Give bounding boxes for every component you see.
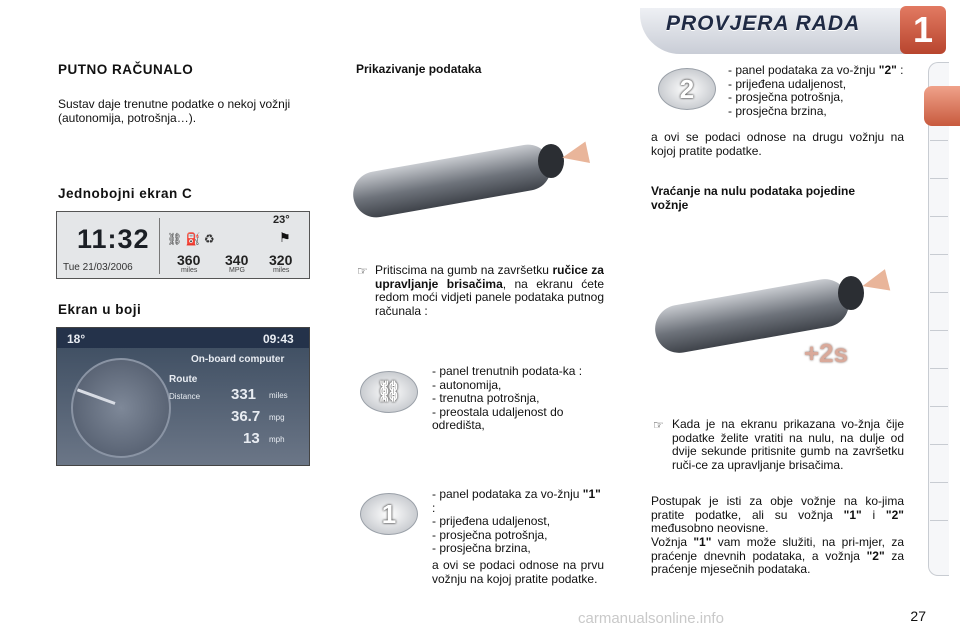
- route-label: Route: [169, 374, 198, 385]
- wiper-stalk-illustration: [352, 140, 592, 220]
- reset-instruction: Kada je na ekranu prikazana vo-žnja čije podatke želite vratiti na nulu, na dulje od dvije sekunde pritisnite gumb na završetku ruči-ce za upravljanje brisačima.: [672, 417, 904, 472]
- screen-unit: mph: [269, 435, 285, 444]
- screen-date: Tue 21/03/2006: [63, 262, 133, 273]
- screen-time: 11:32: [77, 224, 150, 254]
- distance-label: Distance: [169, 392, 201, 401]
- list-item: - trenutna potrošnja,: [432, 391, 540, 405]
- screen-unit: miles: [181, 267, 198, 274]
- middle-title: Prikazivanje podataka: [356, 62, 482, 76]
- list-item: - prosječna brzina,: [728, 103, 827, 118]
- list-item: - preostala udaljenost do odredišta,: [432, 404, 564, 432]
- panel-current-block: [432, 365, 604, 433]
- tab-divider: [930, 482, 948, 483]
- panel-2-block: [728, 64, 904, 118]
- list-item: - prosječna potrošnja,: [728, 90, 844, 104]
- tab-divider: [930, 520, 948, 521]
- car-fuel-icons: ⛓ ⛽ ♻: [167, 232, 215, 246]
- list-item: - autonomija,: [432, 377, 502, 392]
- tab-divider: [930, 254, 948, 255]
- press-arrow-icon: [560, 142, 590, 169]
- list-item: - prijeđena udaljenost,: [432, 514, 551, 528]
- tab-divider: [930, 216, 948, 217]
- monochrome-screen: [56, 211, 310, 279]
- chapter-title: PROVJERA RADA: [666, 12, 861, 35]
- screen-value: 320: [269, 252, 293, 268]
- screen-temperature: 23°: [273, 214, 290, 226]
- section-title: PUTNO RAČUNALO: [58, 62, 194, 77]
- finish-flag-icon: ⚑: [279, 230, 291, 245]
- screen-value: 340: [225, 252, 249, 268]
- panel-current-title: - panel trenutnih podata-ka :: [432, 364, 583, 378]
- screen-temperature: 18°: [67, 332, 86, 346]
- watermark: carmanualsonline.info: [578, 610, 724, 627]
- tab-divider: [930, 406, 948, 407]
- tab-divider: [930, 330, 948, 331]
- compass-dial: [71, 358, 171, 458]
- trip-1-icon: 1: [360, 493, 418, 535]
- screen-value: 331: [231, 386, 257, 403]
- panel-1-note: a ovi se podaci odnose na prvu vožnju na kojoj pratite podatke.: [432, 558, 604, 586]
- screen-value: 36.7: [231, 408, 261, 425]
- screen-unit: mpg: [269, 413, 285, 422]
- tab-divider: [930, 368, 948, 369]
- wiper-stalk: [350, 141, 555, 221]
- list-item: - prosječna potrošnja,: [432, 527, 548, 542]
- list-item: - prosječna brzina,: [432, 541, 531, 555]
- screen-value: 13: [243, 430, 260, 447]
- screen-clock: 09:43: [263, 332, 294, 346]
- finger-pointer-icon: ☞: [653, 418, 664, 432]
- procedure-text: Postupak je isti za obje vožnje na ko-jima pratite podatke, ali su vožnja "1" i "2" međusobno neovisne.: [651, 494, 904, 535]
- color-screen-title: Ekran u boji: [58, 302, 142, 317]
- screen-value: 360: [177, 252, 201, 268]
- finger-pointer-icon: ☞: [357, 264, 368, 278]
- stalk-end-button: [838, 276, 864, 310]
- intro-text: Sustav daje trenutne podatke o nekoj vožnji (autonomija, potrošnja…).: [58, 97, 291, 125]
- screen-unit: miles: [269, 391, 288, 400]
- screen-heading: On-board computer: [191, 354, 285, 365]
- screen-unit: MPG: [229, 267, 245, 274]
- press-instruction: Pritiscima na gumb na završetku ručice za upravljanje brisačima, na ekranu ćete redom moći vidjeti panele podataka putnog računala :: [375, 263, 604, 318]
- press-arrow-icon: [860, 269, 891, 297]
- panel-1-list: [432, 515, 604, 556]
- chapter-number: 1: [900, 6, 946, 54]
- car-icon: ⛓: [360, 371, 418, 413]
- panel-2-list: [728, 78, 904, 119]
- color-screen: [56, 327, 310, 466]
- screen-divider: [159, 218, 160, 274]
- wiper-stalk-reset-illustration: [650, 262, 910, 372]
- panel-2-note: a ovi se podaci odnose na drugu vožnju na kojoj pratite podatke.: [651, 130, 904, 158]
- reset-title: Vraćanje na nulu podataka pojedine vožnje: [651, 184, 856, 212]
- panel-1-title: - panel podataka za vo-žnju "1" :: [432, 487, 601, 515]
- usage-text: Vožnja "1" vam može služiti, na pri-mjer, za praćenje dnevnih podataka, a vožnja "2" za praćenje mjesečnih podataka.: [651, 535, 904, 576]
- active-chapter-tab[interactable]: [924, 86, 960, 126]
- screen-unit: miles: [273, 267, 290, 274]
- trip-2-icon: 2: [658, 68, 716, 110]
- panel-current-list: [432, 379, 604, 433]
- tab-divider: [930, 140, 948, 141]
- list-item: - prijeđena udaljenost,: [728, 76, 847, 91]
- page-number: 27: [910, 608, 926, 624]
- tab-divider: [930, 292, 948, 293]
- panel-1-block: [432, 488, 604, 556]
- mono-screen-title: Jednobojni ekran C: [58, 186, 193, 201]
- tab-divider: [930, 178, 948, 179]
- panel-2-title: - panel podataka za vo-žnju "2" :: [728, 63, 904, 77]
- tab-divider: [930, 444, 948, 445]
- two-seconds-badge: +2s: [804, 338, 849, 368]
